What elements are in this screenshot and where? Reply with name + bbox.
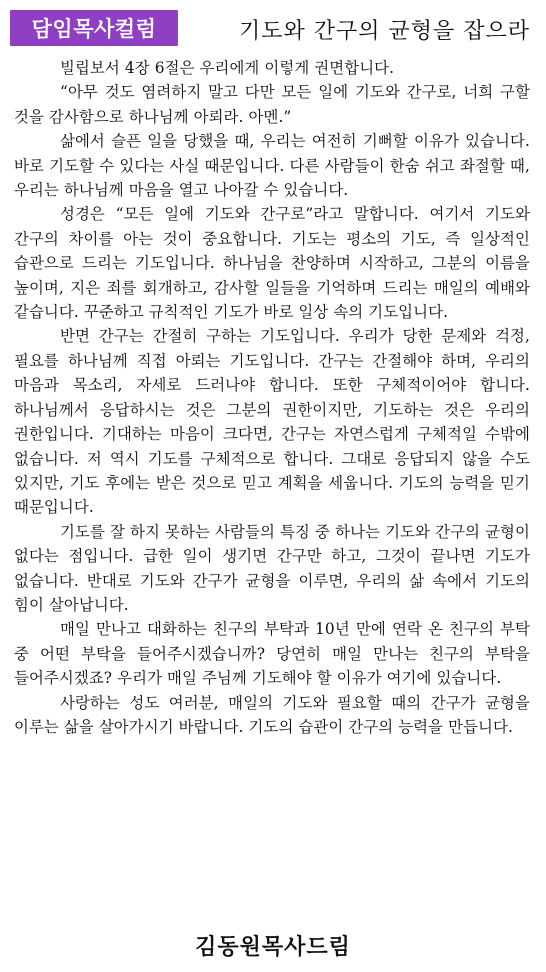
column-badge: 담임목사컬럼 <box>10 10 178 46</box>
paragraph-friend-analogy: 매일 만나고 대화하는 친구의 부탁과 10년 만에 연락 온 친구의 부탁 중 어떤 부탁을 들어주시겠습니까? 당연히 매일 만나는 친구의 부탁을 들어주시겠죠? 우리가 매일 주님께 기도해야 할 이유가 여기에 있습니다. <box>14 620 530 688</box>
column-header <box>0 0 546 56</box>
column-body <box>14 56 530 739</box>
paragraph-scripture-quote: “아무 것도 염려하지 말고 다만 모든 일에 기도와 간구로, 너희 구할 것을 감사함으로 하나님께 아뢰라. 아멘.” <box>14 83 530 126</box>
column-title: 기도와 간구의 균형을 잡으라 <box>238 19 530 44</box>
paragraph-closing: 사랑하는 성도 여러분, 매일의 기도와 필요할 때의 간구가 균형을 이루는 삶을 살아가시기 바랍니다. 기도의 습관이 간구의 능력을 만듭니다. <box>14 693 530 736</box>
paragraph-supplication-definition: 반면 간구는 간절히 구하는 기도입니다. 우리가 당한 문제와 걱정, 필요를 하나님께 직접 아뢰는 기도입니다. 간구는 간절해야 하며, 우리의 마음과 목소리, 자세로 드러나야 합니다. 또한 구체적이어야 합니다. 하나님께서 응답하시는 것은 그분의 권한이지만, 기도하는 것은 우리의 권한입니다. 기대하는 마음이 크다면, 간구는 자연스럽게 구체적일 수밖에 없습니다. 저 역시 기도를 구체적으로 합니다. 그대로 응답되지 않을 수도 있지만, 기도 후에는 받은 것으로 믿고 계획을 세웁니다. 기도의 능력을 믿기 때문입니다. <box>14 327 530 517</box>
paragraph-prayer-definition: 성경은 “모든 일에 기도와 간구로”라고 말합니다. 여기서 기도와 간구의 차이를 아는 것이 중요합니다. 기도는 평소의 기도, 즉 일상적인 습관으로 드리는 기도입니다. 하나님을 찬양하며 시작하고, 그분의 이름을 높이며, 지은 죄를 회개하고, 감사할 일들을 기억하며 드리는 매일의 예배와 같습니다. 꾸준하고 규칙적인 기도가 바로 일상 속의 기도입니다. <box>14 205 530 322</box>
paragraph-intro: 빌립보서 4장 6절은 우리에게 이렇게 권면합니다. <box>60 59 395 77</box>
paragraph-balance: 기도를 잘 하지 못하는 사람들의 특징 중 하나는 기도와 간구의 균형이 없다는 점입니다. 급한 일이 생기면 간구만 하고, 그것이 끝나면 기도가 없습니다. 반대로 기도와 간구가 균형을 이루면, 우리의 삶 속에서 기도의 힘이 살아납니다. <box>14 522 530 614</box>
paragraph-reason-to-rejoice: 삶에서 슬픈 일을 당했을 때, 우리는 여전히 기뻐할 이유가 있습니다. 바로 기도할 수 있다는 사실 때문입니다. 다른 사람들이 한숨 쉬고 좌절할 때, 우리는 하나님께 마음을 열고 나아갈 수 있습니다. <box>14 132 530 200</box>
pastor-signature: 김동원목사드림 <box>195 935 351 960</box>
